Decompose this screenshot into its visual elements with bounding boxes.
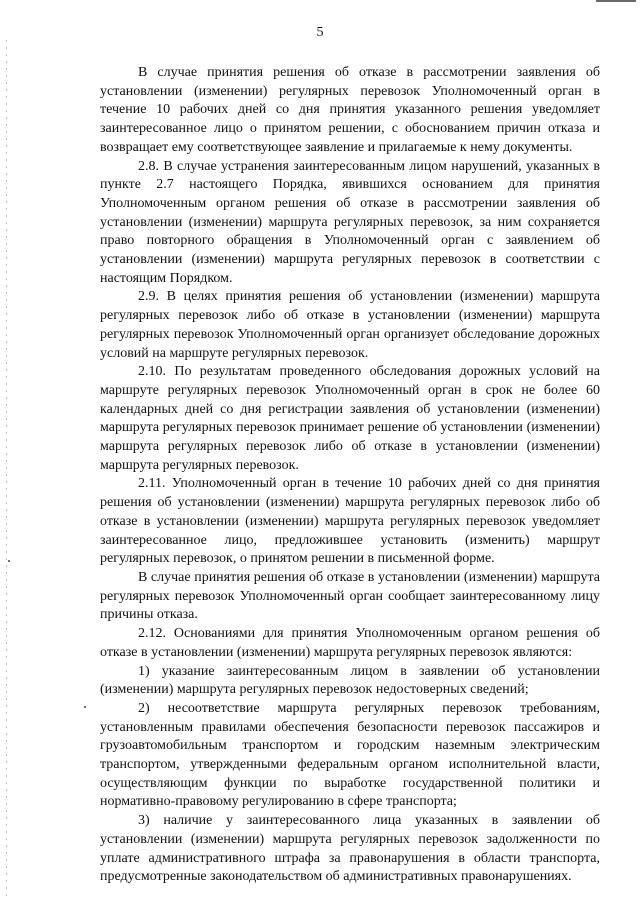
scan-binding-edge — [6, 40, 7, 900]
list-item-1: 1) указание заинтересованным лицом в заявлении об установлении (изменении) маршрута регулярных перевозок недостоверных сведений; — [100, 663, 600, 698]
scan-corner-mark — [596, 0, 636, 2]
list-item-2: 2) несоответствие маршрута регулярных перевозок требованиям, установленным правилами обеспечения безопасности перевозок пассажиров и грузоавтомобильным транспортом и городским наземным электрическим транспортом, утвержденными федеральным органом исполнительной власти, осуществляющим функции по выработке государственной политики и нормативно-правовому регулированию в сфере транспорта; — [100, 700, 600, 810]
paragraph-2-8: 2.8. В случае устранения заинтересованным лицом нарушений, указанных в пункте 2.7 настоящего Порядка, явившихся основанием для принятия Уполномоченным органом решения об отказе в рассмотрении заявления об установлении (изменении) маршрута регулярных перевозок, за ним сохраняется право повторного обращения в Уполномоченный орган с заявлением об установлении (изменении) маршрута регулярных перевозок в соответствии с настоящим Порядком. — [100, 158, 600, 286]
paragraph-2-10: 2.10. По результатам проведенного обследования дорожных условий на маршруте регулярных перевозок Уполномоченный орган в срок не более 60 календарных дней со дня регистрации заявления об установлении (изменении) маршрута регулярных перевозок принимает решение об установлении (изменении) маршрута регулярных перевозок либо об отказе в установлении (изменении) маршрута регулярных перевозок. — [100, 364, 600, 473]
paragraph-2-11: 2.11. Уполномоченный орган в течение 10 рабочих дней со дня принятия решения об установлении (изменении) маршрута регулярных перевозок либо об отказе в установлении (изменении) маршрута регулярных перевозок уведомляет заинтересованное лицо, предложившее установить (изменить) маршрут регулярных перевозок, о принятом решении в письменной форме. — [100, 476, 600, 567]
document-body — [100, 64, 600, 887]
list-item-3: 3) наличие у заинтересованного лица указанных в заявлении об установлении (изменении) маршрута регулярных перевозок задолженности по уплате административного штрафа за правонарушения в области транспорта, предусмотренные законодательством об административных правонарушениях. — [100, 813, 600, 885]
scan-speck — [8, 560, 10, 562]
scan-speck — [84, 706, 86, 708]
paragraph-refusal-review: В случае принятия решения об отказе в рассмотрении заявления об установлении (изменении) регулярных перевозок Уполномоченный орган в течение 10 рабочих дней со дня принятия указанного решения уведомляет заинтересованное лицо о принятом решении, с обоснованием причин отказа и возвращает ему соответствующее заявление и прилагаемые к нему документы. — [100, 65, 600, 155]
paragraph-refusal-reasons: В случае принятия решения об отказе в установлении (изменении) маршрута регулярных перевозок Уполномоченный орган сообщает заинтересованному лицу причины отказа. — [100, 569, 600, 623]
paragraph-2-12: 2.12. Основаниями для принятия Уполномоченным органом решения об отказе в установлении (изменении) маршрута регулярных перевозок являются: — [100, 626, 600, 660]
paragraph-2-9: 2.9. В целях принятия решения об установлении (изменении) маршрута регулярных перевозок либо об отказе в установлении (изменении) маршрута регулярных перевозок Уполномоченный орган организует обследование дорожных условий на маршруте регулярных перевозок. — [100, 289, 600, 361]
page-number: 5 — [316, 25, 324, 40]
